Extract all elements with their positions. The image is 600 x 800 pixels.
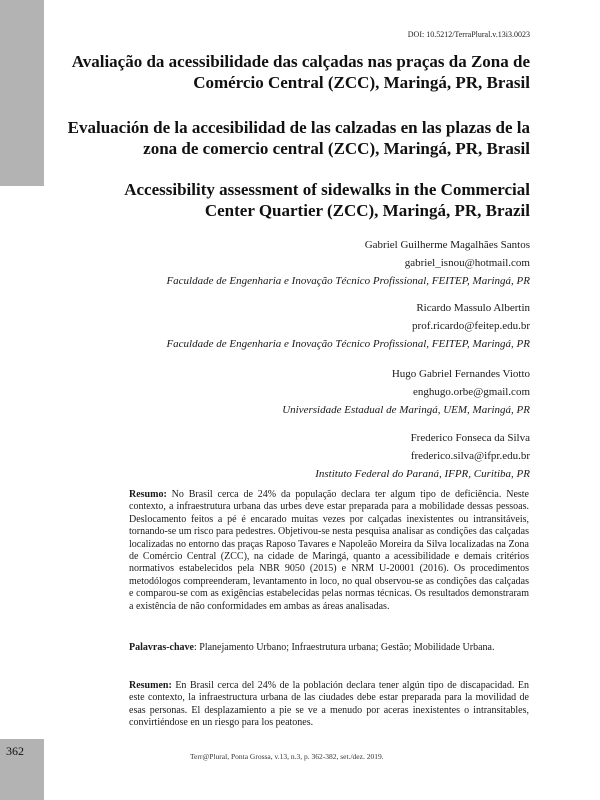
keywords-paragraph bbox=[129, 642, 529, 654]
keywords-text: : Planejamento Urbano; Infraestrutura urbana; Gestão; Mobilidade Urbana. bbox=[194, 642, 495, 653]
header-sidebar-block bbox=[0, 0, 44, 186]
author-email[interactable]: frederico.silva@ifpr.edu.br bbox=[410, 450, 530, 462]
author-email[interactable]: enghugo.orbe@gmail.com bbox=[412, 386, 530, 398]
resumen-label: Resumen: bbox=[129, 680, 172, 691]
author-email[interactable]: gabriel_isnou@hotmail.com bbox=[404, 257, 530, 269]
author-block bbox=[110, 236, 530, 290]
resumo-text: No Brasil cerca de 24% da população declara ter algum tipo de deficiência. Neste contexto, a infraestrutura urbana das urbes deve estar preparada para a mobilidade dessas pessoas. Deslocamento feitos a pé é encarado muitas vezes por calçadas inexistentes ou intransitáveis, tornando-se um risco para pedestres. Objetivou-se nesta pesquisa analisar as condições das calçadas localizadas no entorno das praças Raposo Tavares e Napoleão Moreira da Silva localizadas na Zona de Comércio Central (ZCC), na cidade de Maringá, quanto a acessibilidade e demais critérios normativos estabelecidos pela NBR 9050 (2015) e NRM U-20001 (2016). Os procedimentos metodólogos compreenderam, levantamento in loco, no qual observou-se as condições das calçadas e comparou-se com as exigências estabelecidas pelas normas técnicas. Os resultados demonstraram a existência de não conformidades em ambas as áreas analisadas. bbox=[129, 489, 529, 612]
author-affiliation: Faculdade de Engenharia e Inovação Técnico Profissional, FEITEP, Maringá, PR bbox=[166, 275, 530, 287]
author-block bbox=[110, 429, 530, 483]
journal-footer: Terr@Plural, Ponta Grossa, v.13, n.3, p. 362-382, set./dez. 2019. bbox=[190, 752, 384, 761]
title-english: Accessibility assessment of sidewalks in the Commercial Center Quartier (ZCC), Maringá, PR, Brazil bbox=[124, 180, 530, 220]
author-affiliation: Faculdade de Engenharia e Inovação Técnico Profissional, FEITEP, Maringá, PR bbox=[166, 338, 530, 350]
author-name: Gabriel Guilherme Magalhães Santos bbox=[364, 239, 530, 251]
author-block bbox=[110, 299, 530, 353]
keywords-label: Palavras-chave bbox=[129, 642, 194, 653]
author-email[interactable]: prof.ricardo@feitep.edu.br bbox=[412, 320, 530, 332]
author-affiliation: Instituto Federal do Paraná, IFPR, Curitiba, PR bbox=[315, 468, 530, 480]
title-spanish: Evaluación de la accesibilidad de las calzadas en las plazas de la zona de comercio central (ZCC), Maringá, PR, Brasil bbox=[67, 118, 530, 158]
author-name: Hugo Gabriel Fernandes Viotto bbox=[391, 368, 530, 380]
resumo-label: Resumo: bbox=[129, 489, 167, 500]
resumen-paragraph bbox=[129, 680, 529, 730]
author-block bbox=[110, 365, 530, 419]
author-name: Ricardo Massulo Albertin bbox=[416, 302, 530, 314]
doi-label[interactable]: DOI: 10.5212/TerraPlural.v.13i3.0023 bbox=[407, 30, 530, 39]
page-number: 362 bbox=[6, 744, 24, 758]
author-name: Frederico Fonseca da Silva bbox=[410, 432, 530, 444]
author-affiliation: Universidade Estadual de Maringá, UEM, Maringá, PR bbox=[282, 404, 530, 416]
resumen-text: En Brasil cerca del 24% de la población declara tener algún tipo de discapacidad. En este contexto, la infraestructura urbana de las ciudades debe estar preparada para la movilidad de esas personas. El desplazamiento a pie se ve a menudo por aceras inexistentes o intransitables, convirtiéndose en un riesgo para los peatones. bbox=[129, 680, 529, 729]
title-portuguese: Avaliação da acessibilidade das calçadas nas praças da Zona de Comércio Central (ZCC), Maringá, PR, Brasil bbox=[71, 52, 530, 92]
resumo-paragraph bbox=[129, 489, 529, 613]
